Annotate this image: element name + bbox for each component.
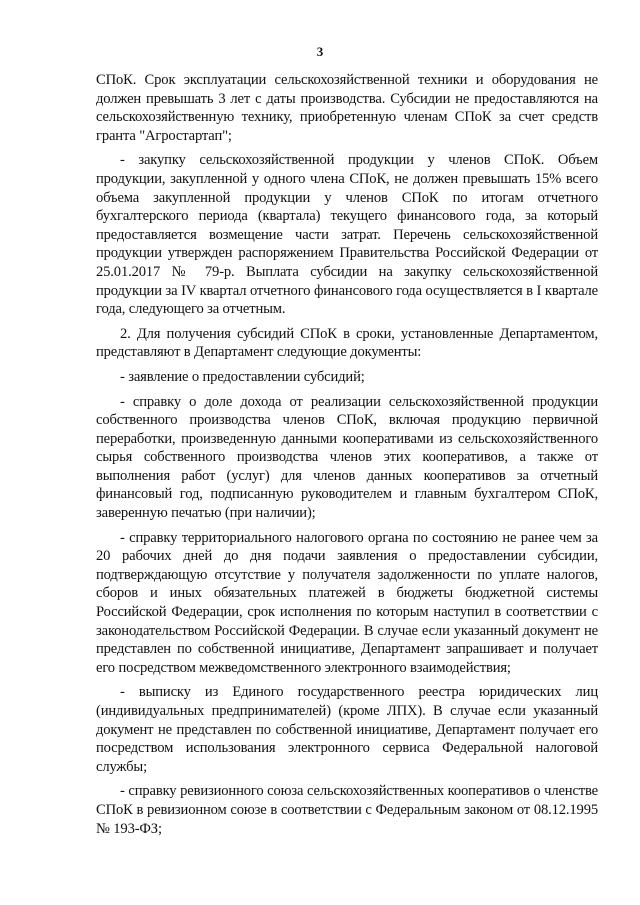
document-body — [96, 71, 598, 838]
list-item-registry-extract: - выписку из Единого государственного реестра юридических лиц (индивидуальных предпринимателей) (кроме ЛПХ). В случае если указанный документ не представлен по собственной инициативе, Департамент получает его посредством использования электронного сервиса Федеральной налоговой службы; — [96, 684, 598, 775]
paragraph-documents-intro: 2. Для получения субсидий СПоК в сроки, установленные Департаментом, представляют в Департамент следующие документы: — [96, 325, 598, 361]
paragraph-continuation: СПоК. Срок эксплуатации сельскохозяйственной техники и оборудования не должен превышать 3 лет с даты производства. Субсидии не предоставляются на сельскохозяйственную технику, приобретенную членам СПоК за счет средств гранта "Агростартап"; — [96, 72, 598, 144]
page-number: 3 — [316, 44, 324, 59]
list-item-application: - заявление о предоставлении субсидий; — [120, 368, 365, 385]
list-item-audit-union: - справку ревизионного союза сельскохозяйственных кооперативов о членстве СПоК в ревизионном союзе в соответствии с Федеральным законом от 08.12.1995 № 193-ФЗ; — [96, 783, 598, 837]
paragraph-product-purchase: - закупку сельскохозяйственной продукции у членов СПоК. Объем продукции, закупленной у одного члена СПоК, не должен превышать 15% всего объема закупленной продукции у членов СПоК по итогам отчетного бухгалтерского периода (квартала) текущего финансового года, за который предоставляется возмещение части затрат. Перечень сельскохозяйственной продукции утвержден распоряжением Правительства Российской Федерации от 25.01.2017 № 79-р. Выплата субсидии на закупку сельскохозяйственной продукции за IV квартал отчетного финансового года осуществляется в I квартале года, следующего за отчетным. — [96, 152, 598, 318]
list-item-income-share: - справку о доле дохода от реализации сельскохозяйственной продукции собственного производства членов СПоК, включая продукцию первичной переработки, произведенную данными кооперативами из сельскохозяйственного сырья собственного производства членов этих кооперативов, а также от выполнения работ (услуг) для членов данных кооперативов за отчетный финансовый год, подписанную руководителем и главным бухгалтером СПоК, заверенную печатью (при наличии); — [96, 393, 598, 522]
list-item-tax-certificate: - справку территориального налогового органа по состоянию не ранее чем за 20 рабочих дней до дня подачи заявления о предоставлении субсидии, подтверждающую отсутствие у получателя задолженности по уплате налогов, сборов и иных обязательных платежей в бюджеты бюджетной системы Российской Федерации, срок исполнения по которым наступил в соответствии с законодательством Российской Федерации. В случае если указанный документ не представлен по собственной инициативе, Департамент запрашивает и получает его посредством межведомственного электронного взаимодействия; — [96, 529, 598, 676]
